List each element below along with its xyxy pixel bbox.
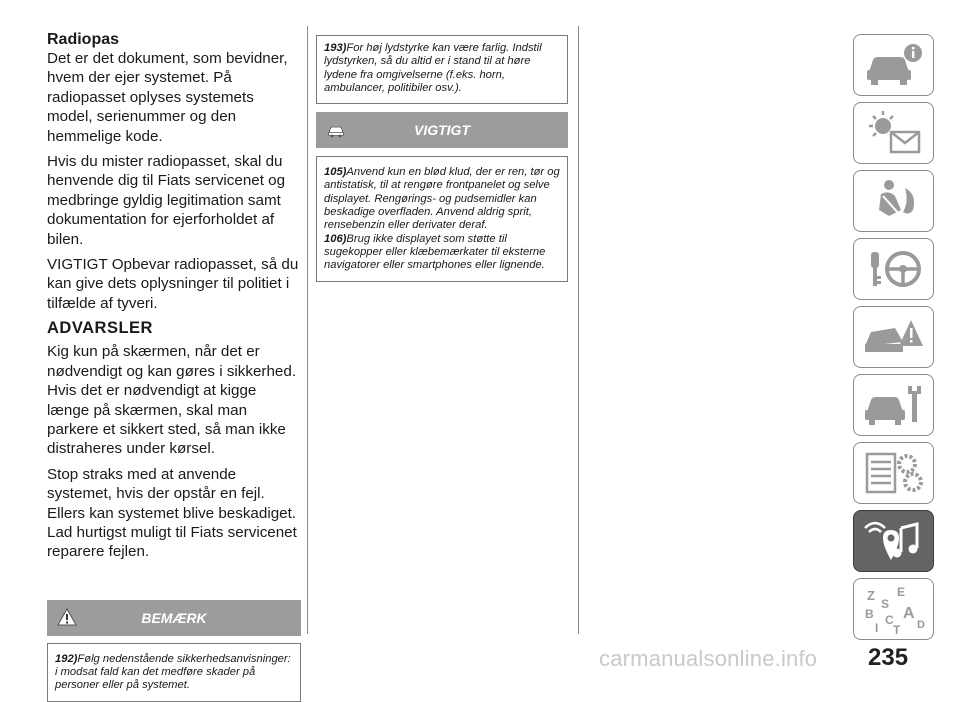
warning-triangle-icon	[57, 607, 77, 627]
tab-specifications[interactable]	[853, 442, 934, 504]
alphabet-index-icon	[861, 584, 927, 634]
item-105-text: Anvend kun en blød klud, der er ren, tør og antistatisk, til at rengøre frontpanelet og selve displayet. Rengørings- og pudsemidler kan beskadige overfladen. Anvend aldrig sprit, rensebenzin eller derivater deraf.	[324, 166, 560, 232]
svg-text:S: S	[880, 597, 889, 611]
tab-safety[interactable]	[853, 170, 934, 232]
list-gears-icon	[861, 448, 927, 498]
note-193-number: 193)	[324, 42, 347, 54]
paragraph-3: VIGTIGT Opbevar radiopasset, så du kan give dets oplysninger til politiet i tilfælde af tyveri.	[47, 256, 299, 312]
column-divider	[307, 26, 308, 634]
tab-maintenance[interactable]	[853, 374, 934, 436]
paragraph-2: Hvis du mister radiopasset, skal du henvende dig til Fiats servicenet og medbringe gyldig legitimation samt dokumentation for ejerforholdet af bilen.	[47, 153, 286, 248]
watermark: carmanualsonline.info	[599, 646, 818, 671]
tab-lights[interactable]	[853, 102, 934, 164]
left-column	[47, 30, 301, 702]
warning-paragraph-1: Kig kun på skærmen, når det er nødvendigt og kan gøres i sikkerhed. Hvis det er nødvendigt at kigge længe på skærmen, skal man parkere et sikkert sted, så man ikke distraheres under kørsel.	[47, 343, 297, 458]
paragraph-1: Det er det dokument, som bevidner, hvem der ejer systemet. På radiopasset oplyses systemets model, serienummer og den hemmelige kode.	[47, 50, 288, 145]
vigtigt-title: VIGTIGT	[414, 122, 470, 139]
note-number: 192)	[55, 652, 78, 665]
car-info-icon	[861, 40, 927, 90]
tab-car-info[interactable]	[853, 34, 934, 96]
tab-index[interactable]	[853, 578, 934, 640]
chapter-sidebar	[853, 34, 934, 646]
car-warning-icon	[326, 119, 346, 139]
warning-paragraph-2: Stop straks med at anvende systemet, hvis der opstår en fejl. Ellers kan systemet blive beskadiget. Lad hurtigst muligt til Fiats servicenet reparere fejlen.	[47, 465, 297, 561]
tab-starting[interactable]	[853, 238, 934, 300]
radiopas-heading: Radiopas	[47, 31, 120, 48]
advarsler-heading: ADVARSLER	[47, 319, 153, 338]
svg-text:E: E	[896, 585, 905, 599]
multimedia-icon	[861, 516, 927, 566]
svg-text:T: T	[892, 623, 900, 634]
right-column	[316, 35, 568, 282]
car-wrench-icon	[861, 380, 927, 430]
tab-emergency[interactable]	[853, 306, 934, 368]
item-106-number: 106)	[324, 232, 347, 245]
svg-text:C: C	[884, 613, 894, 627]
note-193-text: For høj lydstyrke kan være farlig. Indstil lydstyrken, så du altid er i stand til at høre lydene fra omgivelserne (f.eks. horn, ambulancer, politibiler osv.).	[324, 42, 542, 94]
item-105-number: 105)	[324, 166, 347, 179]
bemaerk-note	[47, 643, 301, 702]
bemaerk-header	[47, 600, 301, 636]
bemaerk-title: BEMÆRK	[141, 609, 207, 626]
tab-multimedia[interactable]	[853, 510, 934, 572]
item-106-text: Brug ikke displayet som støtte til sugekopper eller klæbemærkater til eksterne navigatorer eller smartphones eller lignende.	[324, 232, 546, 272]
svg-text:D: D	[916, 619, 925, 631]
seat-airbag-icon	[861, 176, 927, 226]
key-steering-wheel-icon	[861, 244, 927, 294]
note-193	[316, 35, 568, 104]
svg-text:I: I	[874, 621, 878, 634]
svg-text:A: A	[902, 605, 915, 622]
car-crash-warning-icon	[861, 312, 927, 362]
note-text: Følg nedenstående sikkerhedsanvisninger: i modsat fald kan det medføre skader på personer eller på systemet.	[55, 652, 291, 692]
page-number: 235	[868, 644, 909, 671]
lights-envelope-icon	[861, 108, 927, 158]
column-divider-right	[578, 26, 579, 634]
vigtigt-note	[316, 156, 568, 281]
svg-text:Z: Z	[866, 588, 875, 603]
svg-text:B: B	[864, 607, 874, 621]
vigtigt-header	[316, 112, 568, 148]
